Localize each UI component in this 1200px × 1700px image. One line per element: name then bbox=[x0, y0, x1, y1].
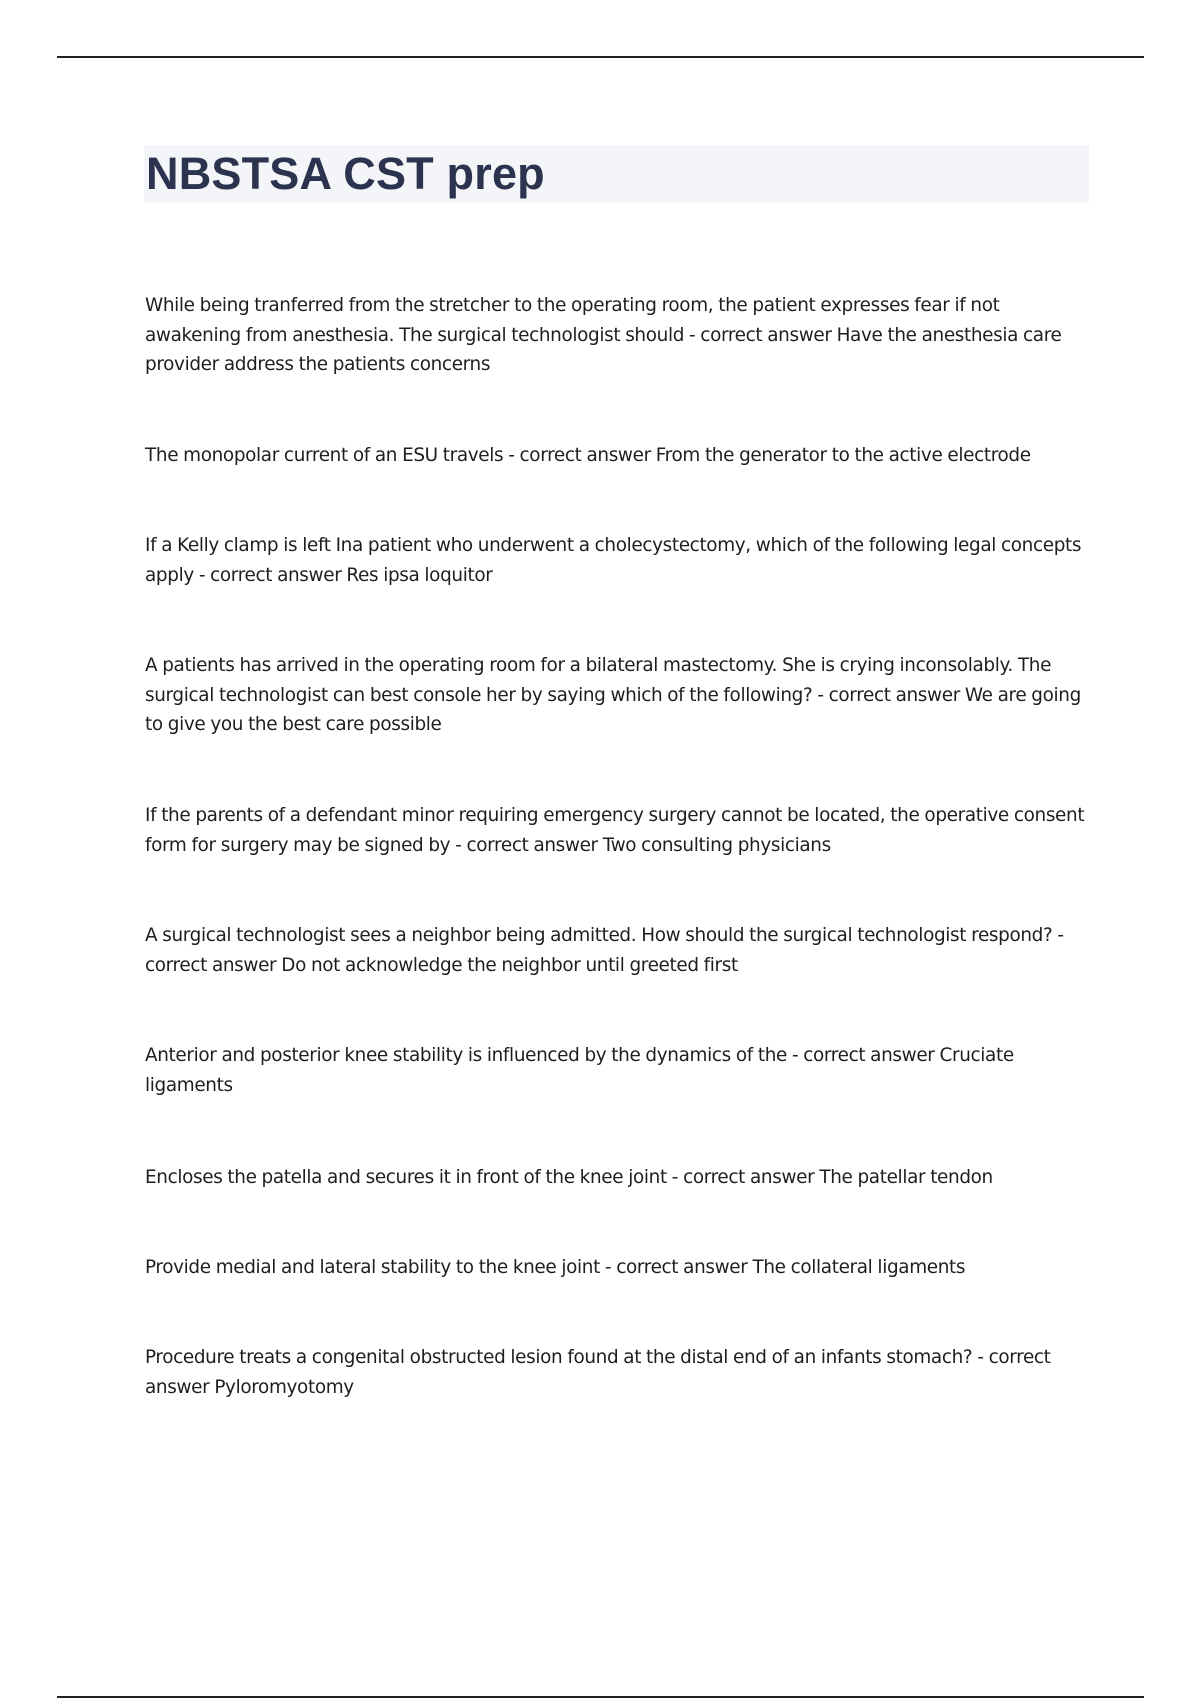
footer-rule bbox=[57, 1696, 1144, 1698]
qa-item-1: While being tranferred from the stretcher to the operating room, the patient expresses fear if not awakening from anesthesia. The surgical technologist should - correct answer Have the anesthesia care provider address the patients concerns bbox=[145, 295, 1062, 375]
qa-item-7: Anterior and posterior knee stability is influenced by the dynamics of the - correct answer Cruciate ligaments bbox=[145, 1045, 1014, 1096]
header-rule bbox=[57, 56, 1144, 58]
qa-item-5: If the parents of a defendant minor requiring emergency surgery cannot be located, the operative consent form for surgery may be signed by - correct answer Two consulting physicians bbox=[145, 805, 1085, 856]
qa-item-9: Provide medial and lateral stability to the knee joint - correct answer The collateral ligaments bbox=[145, 1257, 966, 1278]
qa-item-8: Encloses the patella and secures it in front of the knee joint - correct answer The patellar tendon bbox=[145, 1167, 993, 1188]
qa-item-10: Procedure treats a congenital obstructed lesion found at the distal end of an infants stomach? - correct answer Pyloromyotomy bbox=[145, 1347, 1051, 1398]
document-title: NBSTSA CST prep bbox=[146, 148, 545, 199]
qa-item-3: If a Kelly clamp is left Ina patient who underwent a cholecystectomy, which of the following legal concepts apply - correct answer Res ipsa loquitor bbox=[145, 535, 1082, 586]
qa-item-4: A patients has arrived in the operating room for a bilateral mastectomy. She is crying inconsolably. The surgical technologist can best console her by saying which of the following? - correct answer We are going to give you the best care possible bbox=[145, 655, 1081, 735]
qa-item-6: A surgical technologist sees a neighbor being admitted. How should the surgical technologist respond? - correct answer Do not acknowledge the neighbor until greeted first bbox=[145, 925, 1064, 976]
qa-item-2: The monopolar current of an ESU travels - correct answer From the generator to the active electrode bbox=[145, 445, 1031, 466]
